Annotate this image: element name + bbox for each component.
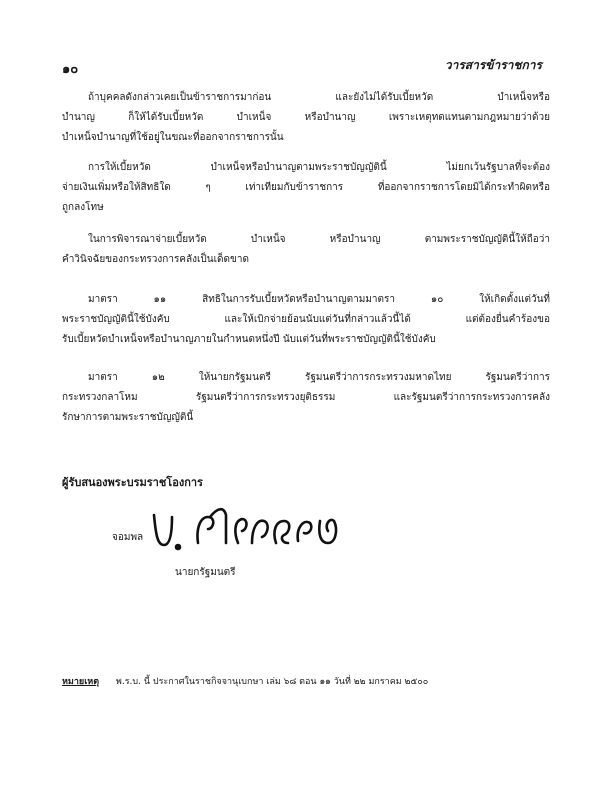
text-line: ถ้าบุคคลดังกล่าวเคยเป็นข้าราชการมาก่อน และยังไม่ได้รับเบี้ยหวัด บำเหน็จหรือ (88, 92, 550, 103)
text-line: มาตรา ๑๑ สิทธิในการรับเบี้ยหวัดหรือบำนาญตามมาตรา ๑๐ ให้เกิดตั้งแต่วันที่ (88, 294, 550, 305)
countersign-heading: ผู้รับสนองพระบรมราชโองการ (62, 476, 203, 489)
text-line: รักษาการตามพระราชบัญญัตินี้ (62, 412, 194, 423)
text-line: ถูกลงโทษ (62, 202, 104, 213)
paragraph-4 (62, 290, 550, 350)
text-line: คำวินิจฉัยของกระทรวงการคลังเป็นเด็ดขาด (62, 254, 249, 265)
text-line: บำเหน็จบำนาญที่ใช้อยู่ในขณะที่ออกจากราชการนั้น (62, 132, 284, 143)
footnote (62, 674, 428, 688)
text-line: บำนาญ ก็ให้ได้รับเบี้ยหวัด บำเหน็จ หรือบำนาญ เพราะเหตุทดแทนตามกฎหมายว่าด้วย (62, 112, 550, 123)
paragraph-2 (62, 158, 550, 218)
text-line: พระราชบัญญัตินี้ใช้บังคับ และให้เบิกจ่ายย้อนนับแต่วันที่กล่าวแล้วนี้ได้ แต่ต้องยื่นคำร้องขอ (62, 314, 550, 325)
paragraph-5 (62, 368, 550, 428)
text-line: มาตรา ๑๒ ให้นายกรัฐมนตรี รัฐมนตรีว่าการกระทรวงมหาดไทย รัฐมนตรีว่าการ (88, 372, 550, 383)
journal-title: วารสารข้าราชการ (444, 58, 542, 72)
page-number: ๑๐ (62, 62, 79, 77)
footnote-label: หมายเหตุ (62, 677, 100, 687)
signatory-rank: จอมพล (112, 532, 144, 543)
text-line: การให้เบี้ยหวัด บำเหน็จหรือบำนาญตามพระราชบัญญัตินี้ ไม่ยกเว้นรัฐบาลที่จะต้อง (88, 162, 550, 173)
text-line: กระทรวงกลาโหม รัฐมนตรีว่าการกระทรวงยุติธรรม และรัฐมนตรีว่าการกระทรวงการคลัง (62, 392, 550, 403)
handwritten-signature (148, 503, 348, 555)
paragraph-3 (62, 230, 550, 270)
paragraph-1 (62, 88, 550, 148)
text-line: ในการพิจารณาจ่ายเบี้ยหวัด บำเหน็จ หรือบำนาญ ตามพระราชบัญญัตินี้ให้ถือว่า (88, 234, 550, 245)
signatory-title: นายกรัฐมนตรี (175, 567, 236, 578)
text-line: รับเบี้ยหวัดบำเหน็จหรือบำนาญภายในกำหนดหนึ่งปี นับแต่วันที่พระราชบัญญัตินี้ใช้บังคับ (62, 334, 436, 345)
footnote-text: พ.ร.บ. นี้ ประกาศในราชกิจจานุเบกษา เล่ม ๖๘ ตอน ๑๑ วันที่ ๒๒ มกราคม ๒๕๐๐ (115, 677, 429, 687)
text-line: จ่ายเงินเพิ่มหรือให้สิทธิใด ๆ เท่าเทียมกับข้าราชการ ที่ออกจากราชการโดยมิได้กระทำผิดหรือ (62, 182, 550, 193)
